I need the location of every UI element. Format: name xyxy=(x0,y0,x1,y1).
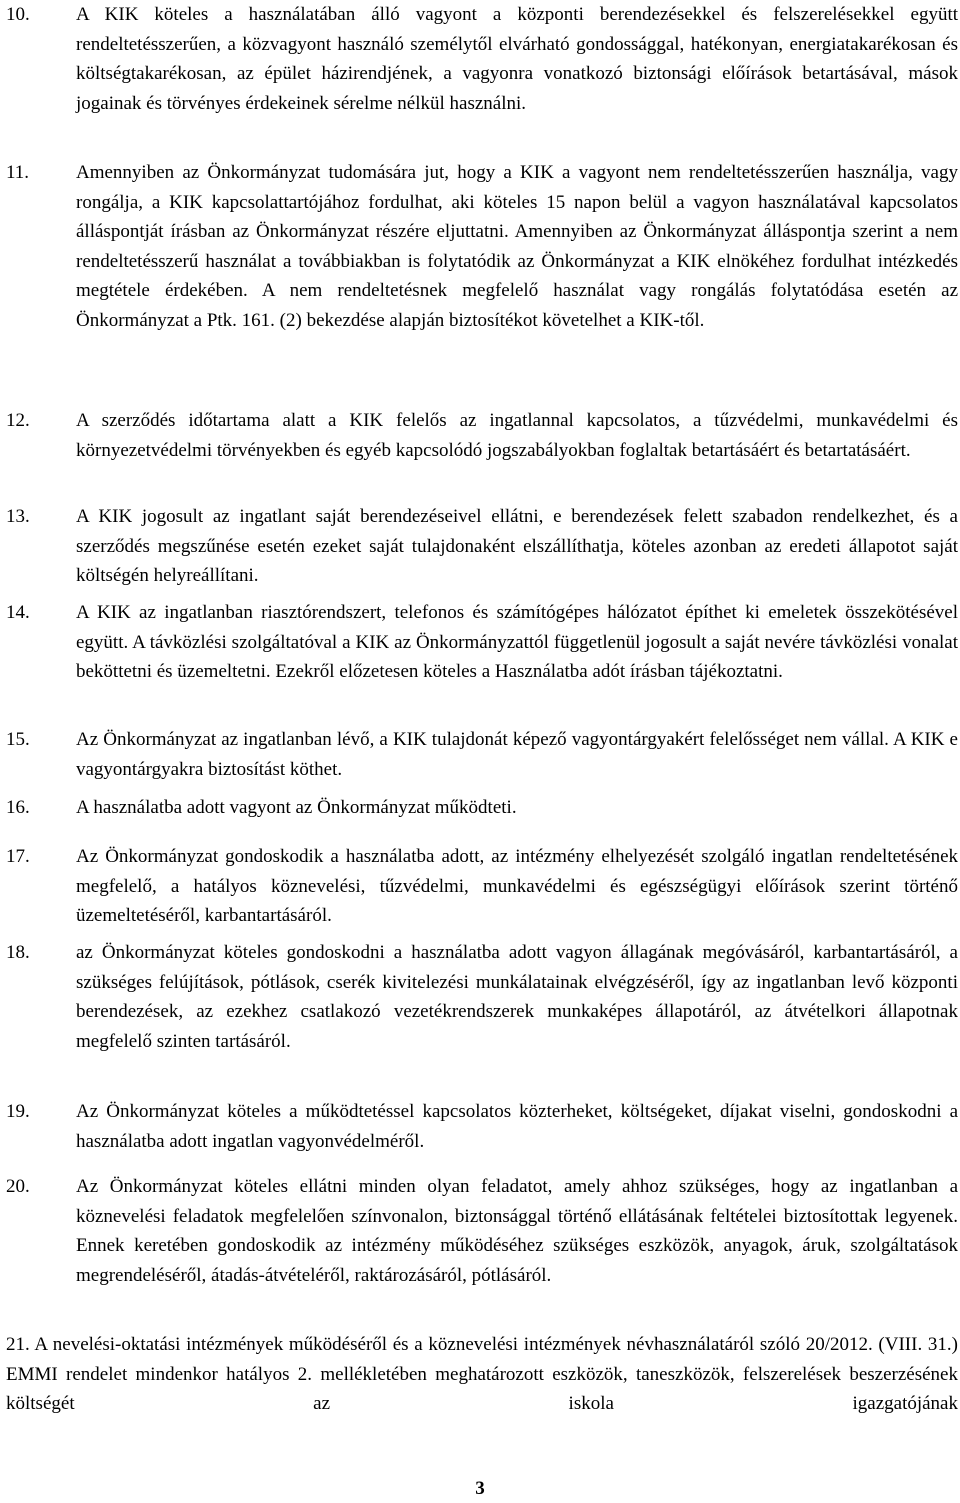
clause-text: Az Önkormányzat gondoskodik a használatba adott, az intézmény elhelyezését szolgáló ingatlan rendeltetésének megfelelő, a hatályos köznevelési, tűzvédelmi, munkavédelmi és egészségügyi előírások szerint történő üzemeltetéséről, karbantartásáról. xyxy=(76,846,958,926)
clause-number: 11. xyxy=(6,162,30,183)
clause-text: A használatba adott vagyont az Önkormányzat működteti. xyxy=(76,797,517,818)
clause-12 xyxy=(0,406,958,465)
clause-text: Az Önkormányzat köteles a működtetéssel kapcsolatos közterheket, költségeket, díjakat viselni, gondoskodni a használatba adott ingatlan vagyonvédelméről. xyxy=(76,1101,958,1152)
clause-14 xyxy=(0,598,958,687)
clause-number: 18. xyxy=(6,942,30,963)
clause-17 xyxy=(0,842,958,931)
clause-number: 12. xyxy=(6,410,30,431)
clause-text: Az Önkormányzat az ingatlanban lévő, a KIK tulajdonát képező vagyontárgyakért felelősséget nem vállal. A KIK e vagyontárgyakra biztosítást köthet. xyxy=(76,729,958,780)
clause-19 xyxy=(0,1097,958,1156)
clause-21: 21. A nevelési-oktatási intézmények működéséről és a köznevelési intézmények névhasználatáról szóló 20/2012. (VIII. 31.) EMMI rendelet mindenkor hatályos 2. mellékletében meghatározott eszközök, taneszközök, felszerelések beszerzésének költségét az iskola igazgatójának xyxy=(6,1334,958,1414)
clause-text: A szerződés időtartama alatt a KIK felelős az ingatlannal kapcsolatos, a tűzvédelmi, munkavédelmi és környezetvédelmi törvényekben és egyéb kapcsolódó jogszabályokban foglaltak betartásáért és betartatásáért. xyxy=(76,410,958,461)
clause-text: A KIK jogosult az ingatlant saját berendezéseivel ellátni, e berendezések felett szabadon rendelkezhet, és a szerződés megszűnése esetén ezeket saját tulajdonaként elszállíthatja, köteles azonban az eredeti állapotot saját költségén helyreállítani. xyxy=(76,506,958,586)
clause-number: 19. xyxy=(6,1101,30,1122)
clause-number: 13. xyxy=(6,506,30,527)
clause-20 xyxy=(0,1172,958,1290)
clause-16 xyxy=(0,793,958,823)
clause-10 xyxy=(0,0,958,118)
clause-13 xyxy=(0,502,958,591)
clause-number: 15. xyxy=(6,729,30,750)
clause-text: az Önkormányzat köteles gondoskodni a használatba adott vagyon állagának megóvásáról, karbantartásáról, a szükséges felújítások, pótlások, cserék kivitelezési munkálatainak elvégzéséről, így az ingatlanban levő központi berendezések, az ezekhez csatlakozó vezetékrendszerek munkaképes állapotáról, az átvételkori állapotnak megfelelő szinten tartásáról. xyxy=(76,942,958,1052)
clause-18 xyxy=(0,938,958,1056)
clause-number: 14. xyxy=(6,602,30,623)
clause-number: 17. xyxy=(6,846,30,867)
clause-number: 20. xyxy=(6,1176,30,1197)
clause-15 xyxy=(0,725,958,784)
clause-text: Az Önkormányzat köteles ellátni minden olyan feladatot, amely ahhoz szükséges, hogy az ingatlanban a köznevelési feladatok megfelelően színvonalon, biztonsággal történő ellátásának feltételei biztosítottak legyenek. Ennek keretében gondoskodik az intézmény működéséhez szükséges eszközök, anyagok, áruk, szolgáltatások megrendeléséről, átadás-átvételéről, raktározásáról, pótlásáról. xyxy=(76,1176,958,1286)
clause-text: A KIK köteles a használatában álló vagyont a központi berendezésekkel és felszerelésekkel együtt rendeltetésszerűen, a közvagyont használó személytől elvárható gondossággal, hatékonyan, energiatakarékosan és költségtakarékosan, az épület házirendjének, a vagyonra vonatkozó biztonsági előírások betartásával, mások jogainak és törvényes érdekeinek sérelme nélkül használni. xyxy=(76,4,958,114)
clause-11 xyxy=(0,158,958,335)
clause-text: A KIK az ingatlanban riasztórendszert, telefonos és számítógépes hálózatot építhet ki emeletek összekötésével együtt. A távközlési szolgáltatóval a KIK az Önkormányzattól függetlenül jogosult a saját nevére távközlési vonalat beköttetni és üzemeltetni. Ezekről előzetesen köteles a Használatba adót írásban tájékoztatni. xyxy=(76,602,958,682)
clause-number: 10. xyxy=(6,4,30,25)
clause-number: 16. xyxy=(6,797,30,818)
clause-text: Amennyiben az Önkormányzat tudomására jut, hogy a KIK a vagyont nem rendeltetésszerűen használja, vagy rongálja, a KIK kapcsolattartójához fordulhat, aki köteles 15 napon belül a vagyon használatával kapcsolatos álláspontját írásban az Önkormányzat részére eljuttatni. Amennyiben az Önkormányzat álláspontja szerint a nem rendeltetésszerű használat a továbbiakban is folytatódik az Önkormányzat a KIK elnökéhez fordulhat intézkedés megtétele érdekében. A nem rendeltetésnek megfelelő használat vagy rongálás folytatódása esetén az Önkormányzat a Ptk. 161. (2) bekezdése alapján biztosítékot követelhet a KIK-től. xyxy=(76,162,958,331)
page-number: 3 xyxy=(475,1478,485,1499)
